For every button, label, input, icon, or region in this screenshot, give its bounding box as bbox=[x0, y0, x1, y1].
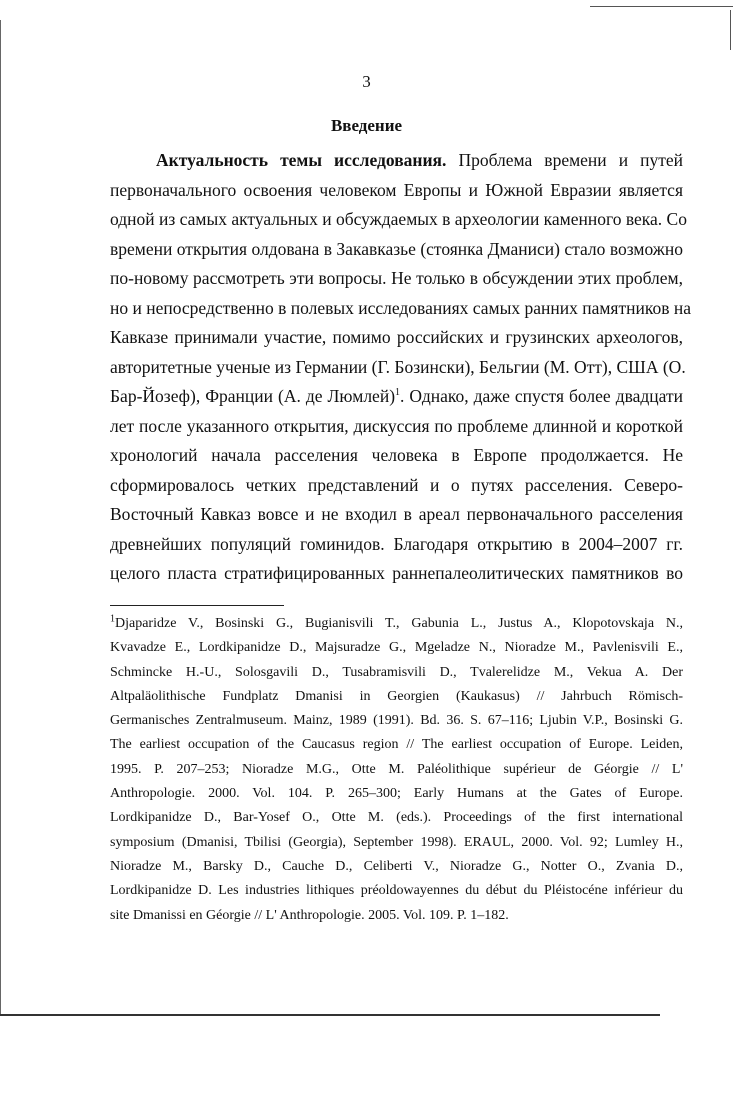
footnote-line: Nioradze M., Barsky D., Cauche D., Celiberti V., Nioradze G., Notter O., Zvania D., bbox=[110, 858, 683, 874]
footnote-line: site Dmanissi en Géorgie // L' Anthropologie. 2005. Vol. 109. P. 1–182. bbox=[110, 907, 509, 923]
body-line bbox=[110, 146, 683, 176]
body-line: Восточный Кавказ вовсе и не входил в ареал первоначального расселения bbox=[110, 504, 683, 524]
page-title: Введение bbox=[330, 116, 403, 135]
body-line bbox=[110, 382, 683, 412]
footnote-line: 1995. P. 207–253; Nioradze M.G., Otte M. Paléolithique supérieur de Géorgie // L' bbox=[110, 761, 683, 777]
footnote-line: Germanisches Zentralmuseum. Mainz, 1989 (1991). Bd. 36. S. 67–116; Ljubin V.P., Bosinski G. bbox=[110, 713, 683, 729]
body-line: одной из самых актуальных и обсуждаемых в археологии каменного века. Со bbox=[110, 209, 687, 229]
body-line: по-новому рассмотреть эти вопросы. Не только в обсуждении этих проблем, bbox=[110, 268, 683, 288]
footnote-separator bbox=[110, 605, 284, 606]
footnote-line-text: Djaparidze V., Bosinski G., Bugianisvili T., Gabunia L., Justus A., Klopotovskaja N., bbox=[115, 616, 683, 631]
scan-edge-right bbox=[730, 10, 731, 50]
scan-edge-top bbox=[590, 6, 733, 7]
body-line: хронологий начала расселения человека в Европе продолжается. Не bbox=[110, 445, 683, 465]
footnote-line: Kvavadze E., Lordkipanidze D., Majsuradze G., Mgeladze N., Nioradze M., Pavlenisvili E., bbox=[110, 640, 683, 656]
footnote-line: Anthropologie. 2000. Vol. 104. P. 265–300; Early Humans at the Gates of Europe. bbox=[110, 786, 683, 802]
body-line-text: Проблема времени и путей bbox=[446, 150, 683, 170]
footnote-marker: 1 bbox=[110, 613, 115, 625]
scan-edge-bottom bbox=[0, 1014, 660, 1016]
body-line-text: . Однако, даже спустя более двадцати bbox=[400, 386, 684, 406]
body-line: древнейших популяций гоминидов. Благодаря открытию в 2004–2007 гг. bbox=[110, 533, 683, 554]
footnote-reference[interactable]: 1 bbox=[395, 387, 401, 399]
lead-in-heading: Актуальность темы исследования. bbox=[156, 150, 447, 170]
footnote-line: symposium (Dmanisi, Tbilisi (Georgia), September 1998). ERAUL, 2000. Vol. 92; Lumley H., bbox=[110, 834, 683, 850]
body-line: целого пласта стратифицированных раннепалеолитических памятников во bbox=[110, 563, 683, 583]
footnote-line: Lordkipanidze D. Les industries lithiques préoldowayennes du début du Pléistocéne inférieur du bbox=[110, 883, 683, 899]
scan-edge-left bbox=[0, 20, 1, 1016]
footnote bbox=[110, 612, 683, 928]
body-line: лет после указанного открытия, дискуссия по проблеме длинной и короткой bbox=[110, 415, 683, 436]
body-line: но и непосредственно в полевых исследованиях самых ранних памятников на bbox=[110, 297, 691, 318]
body-paragraph bbox=[110, 146, 691, 589]
footnote-line bbox=[110, 612, 683, 636]
footnote-line: The earliest occupation of the Caucasus region // The earliest occupation of Europe. Leiden, bbox=[110, 737, 683, 753]
body-line-text: Бар-Йозеф), Франции (А. де Люмлей) bbox=[110, 386, 396, 406]
footnote-line: Schmincke H.-U., Solosgavili D., Tusabramisvili D., Tvalerelidze M., Vekua A. Der bbox=[110, 664, 683, 680]
body-line: Кавказе принимали участие, помимо российских и грузинских археологов, bbox=[110, 327, 683, 347]
body-line: авторитетные ученые из Германии (Г. Бозински), Бельгии (М. Отт), США (О. bbox=[110, 356, 686, 377]
body-line: сформировалось четких представлений и о путях расселения. Северо- bbox=[110, 474, 683, 495]
body-line: времени открытия олдована в Закавказье (стоянка Дманиси) стало возможно bbox=[110, 238, 683, 259]
footnote-line: Lordkipanidze D., Bar-Yosef O., Otte M. (eds.). Proceedings of the first international bbox=[110, 810, 683, 826]
page-number: 3 bbox=[362, 72, 371, 91]
body-line: первоначального освоения человеком Европы и Южной Евразии является bbox=[110, 179, 683, 200]
footnote-line: Altpaläolithische Fundplatz Dmanisi in Georgien (Kaukasus) // Jahrbuch Römisch- bbox=[110, 688, 683, 704]
